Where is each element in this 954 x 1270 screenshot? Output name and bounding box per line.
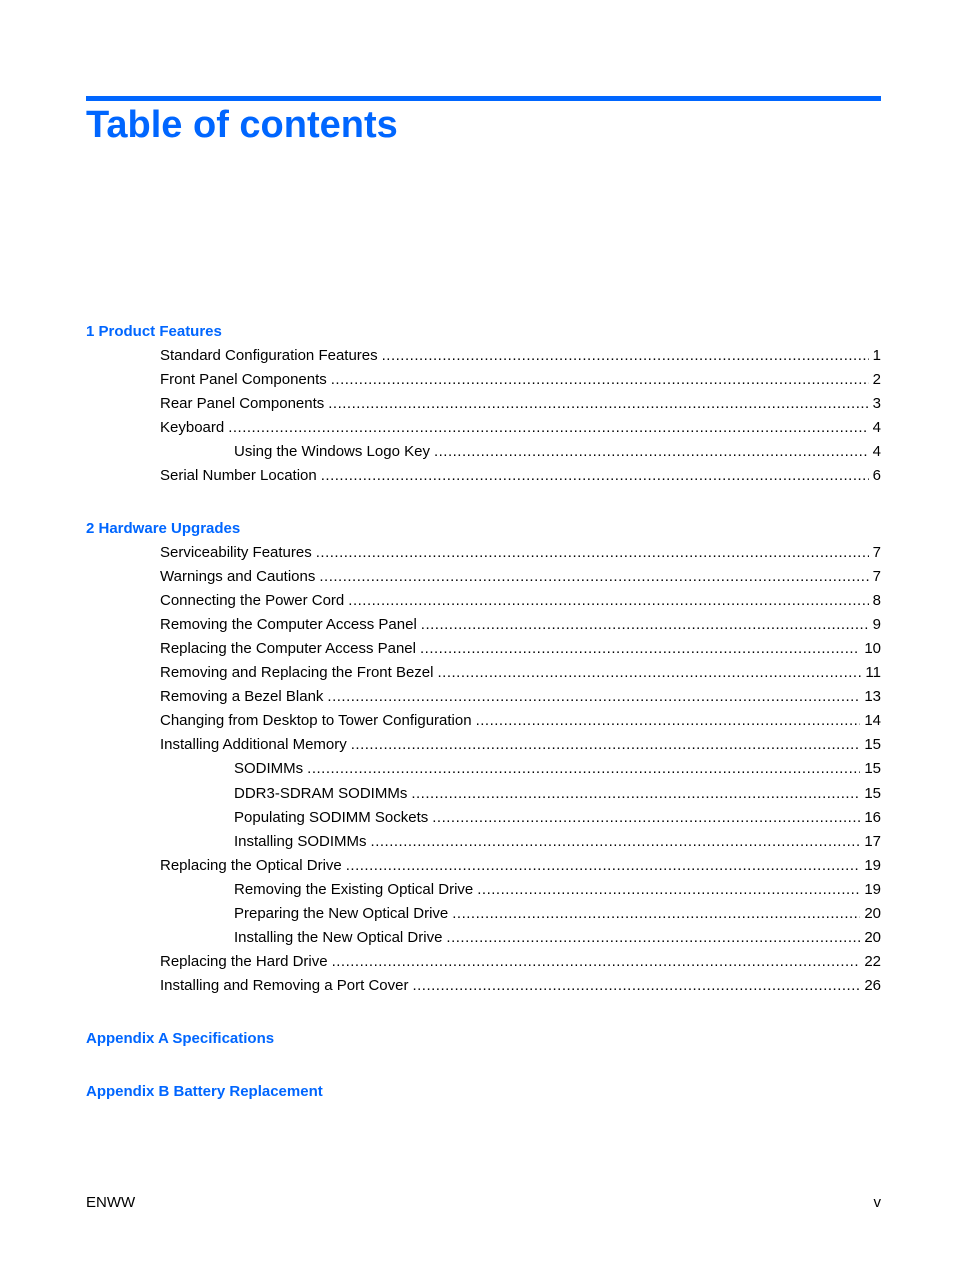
toc-entry-page: 9 xyxy=(872,616,881,633)
toc-entry-label: SODIMMs xyxy=(234,760,304,777)
dot-leader xyxy=(438,662,862,684)
dot-leader xyxy=(371,831,861,853)
toc-entry-label: Replacing the Hard Drive xyxy=(160,953,328,970)
toc-entry-label: Changing from Desktop to Tower Configuration xyxy=(160,712,472,729)
toc-entry-page: 7 xyxy=(872,544,881,561)
toc-entry-page: 10 xyxy=(864,640,881,657)
toc-entry-label: Populating SODIMM Sockets xyxy=(234,809,429,826)
dot-leader xyxy=(412,975,860,997)
toc-entry-label: Removing the Computer Access Panel xyxy=(160,616,417,633)
toc-entry-changing-from-desktop-to-tower-configuration[interactable] xyxy=(160,710,881,732)
toc-entry-removing-a-bezel-blank[interactable] xyxy=(160,686,881,708)
toc-entry-installing-the-new-optical-drive[interactable] xyxy=(234,927,881,949)
toc-entry-page: 1 xyxy=(872,347,881,364)
toc-entry-page: 20 xyxy=(864,929,881,946)
dot-leader xyxy=(446,927,860,949)
toc-entry-page: 7 xyxy=(872,568,881,585)
toc-entry-label: Serviceability Features xyxy=(160,544,312,561)
toc-entry-label: Serial Number Location xyxy=(160,467,317,484)
toc-entry-removing-the-existing-optical-drive[interactable] xyxy=(234,879,881,901)
toc-entry-page: 11 xyxy=(865,664,881,681)
toc-entry-label: Removing a Bezel Blank xyxy=(160,688,324,705)
toc-entry-standard-configuration-features[interactable] xyxy=(160,345,881,367)
toc-entry-replacing-the-computer-access-panel[interactable] xyxy=(160,638,881,660)
toc-entry-page: 22 xyxy=(864,953,881,970)
toc-entry-page: 16 xyxy=(864,809,881,826)
toc-entry-page: 19 xyxy=(864,857,881,874)
toc-entry-warnings-and-cautions[interactable] xyxy=(160,566,881,588)
dot-leader xyxy=(432,807,860,829)
toc-entry-replacing-the-optical-drive[interactable] xyxy=(160,855,881,877)
toc-entry-page: 15 xyxy=(864,760,881,777)
toc-entry-ddr3-sdram-sodimms[interactable] xyxy=(234,783,881,805)
toc-entry-sodimms[interactable] xyxy=(234,758,881,780)
dot-leader xyxy=(477,879,860,901)
toc-entry-serial-number-location[interactable] xyxy=(160,465,881,487)
toc-entry-page: 2 xyxy=(872,371,881,388)
dot-leader xyxy=(327,686,860,708)
toc-entry-removing-the-computer-access-panel[interactable] xyxy=(160,614,881,636)
dot-leader xyxy=(331,369,869,391)
dot-leader xyxy=(452,903,860,925)
dot-leader xyxy=(411,783,860,805)
dot-leader xyxy=(421,614,869,636)
toc-entry-removing-and-replacing-the-front-bezel[interactable] xyxy=(160,662,881,684)
toc-entry-label: Rear Panel Components xyxy=(160,395,325,412)
dot-leader xyxy=(351,734,861,756)
toc-entry-page: 17 xyxy=(864,833,881,850)
toc-entry-page: 26 xyxy=(864,977,881,994)
dot-leader xyxy=(346,855,861,877)
dot-leader xyxy=(332,951,861,973)
toc-entry-installing-and-removing-a-port-cover[interactable] xyxy=(160,975,881,997)
toc-entry-label: Standard Configuration Features xyxy=(160,347,378,364)
toc-entry-page: 20 xyxy=(864,905,881,922)
toc-entry-label: Replacing the Computer Access Panel xyxy=(160,640,416,657)
toc-entry-installing-additional-memory[interactable] xyxy=(160,734,881,756)
toc-entry-page: 4 xyxy=(872,419,881,436)
toc-entry-label: Front Panel Components xyxy=(160,371,327,388)
toc-entry-label: Removing the Existing Optical Drive xyxy=(234,881,474,898)
toc-entry-label: DDR3-SDRAM SODIMMs xyxy=(234,785,408,802)
appendix-heading-battery-replacement[interactable]: Appendix B Battery Replacement xyxy=(86,1083,323,1100)
toc-entry-label: Connecting the Power Cord xyxy=(160,592,345,609)
toc-entry-populating-sodimm-sockets[interactable] xyxy=(234,807,881,829)
toc-entry-label: Preparing the New Optical Drive xyxy=(234,905,449,922)
toc-entry-page: 14 xyxy=(864,712,881,729)
toc-entry-label: Installing SODIMMs xyxy=(234,833,367,850)
toc-entry-connecting-the-power-cord[interactable] xyxy=(160,590,881,612)
toc-entry-label: Installing Additional Memory xyxy=(160,736,347,753)
toc-entry-serviceability-features[interactable] xyxy=(160,542,881,564)
dot-leader xyxy=(382,345,869,367)
toc-entry-page: 19 xyxy=(864,881,881,898)
toc-entry-label: Using the Windows Logo Key xyxy=(234,443,430,460)
toc-entry-preparing-the-new-optical-drive[interactable] xyxy=(234,903,881,925)
toc-entry-replacing-the-hard-drive[interactable] xyxy=(160,951,881,973)
dot-leader xyxy=(476,710,861,732)
toc-entry-page: 15 xyxy=(864,736,881,753)
page-title: Table of contents xyxy=(86,104,398,146)
toc-entry-page: 15 xyxy=(864,785,881,802)
toc-entry-keyboard[interactable] xyxy=(160,417,881,439)
chapter-heading-product-features[interactable]: 1 Product Features xyxy=(86,323,222,340)
dot-leader xyxy=(307,758,860,780)
toc-entry-page: 8 xyxy=(872,592,881,609)
dot-leader xyxy=(321,465,869,487)
dot-leader xyxy=(328,393,868,415)
toc-entry-front-panel-components[interactable] xyxy=(160,369,881,391)
toc-entry-page: 13 xyxy=(864,688,881,705)
toc-entry-rear-panel-components[interactable] xyxy=(160,393,881,415)
toc-entry-label: Installing the New Optical Drive xyxy=(234,929,443,946)
toc-entry-label: Warnings and Cautions xyxy=(160,568,316,585)
toc-entry-label: Installing and Removing a Port Cover xyxy=(160,977,409,994)
toc-entry-page: 6 xyxy=(872,467,881,484)
toc-entry-page: 4 xyxy=(872,443,881,460)
toc-entry-using-the-windows-logo-key[interactable] xyxy=(234,441,881,463)
dot-leader xyxy=(316,542,869,564)
toc-entry-label: Replacing the Optical Drive xyxy=(160,857,342,874)
toc-entry-installing-sodimms[interactable] xyxy=(234,831,881,853)
dot-leader xyxy=(348,590,868,612)
appendix-heading-specifications[interactable]: Appendix A Specifications xyxy=(86,1030,275,1047)
footer-doc-code: ENWW xyxy=(86,1194,136,1211)
dot-leader xyxy=(420,638,860,660)
dot-leader xyxy=(228,417,868,439)
chapter-heading-hardware-upgrades[interactable]: 2 Hardware Upgrades xyxy=(86,520,241,537)
footer-page-number: v xyxy=(873,1194,881,1211)
toc-entry-label: Removing and Replacing the Front Bezel xyxy=(160,664,434,681)
toc-entry-page: 3 xyxy=(872,395,881,412)
dot-leader xyxy=(319,566,868,588)
toc-entry-label: Keyboard xyxy=(160,419,225,436)
dot-leader xyxy=(434,441,869,463)
